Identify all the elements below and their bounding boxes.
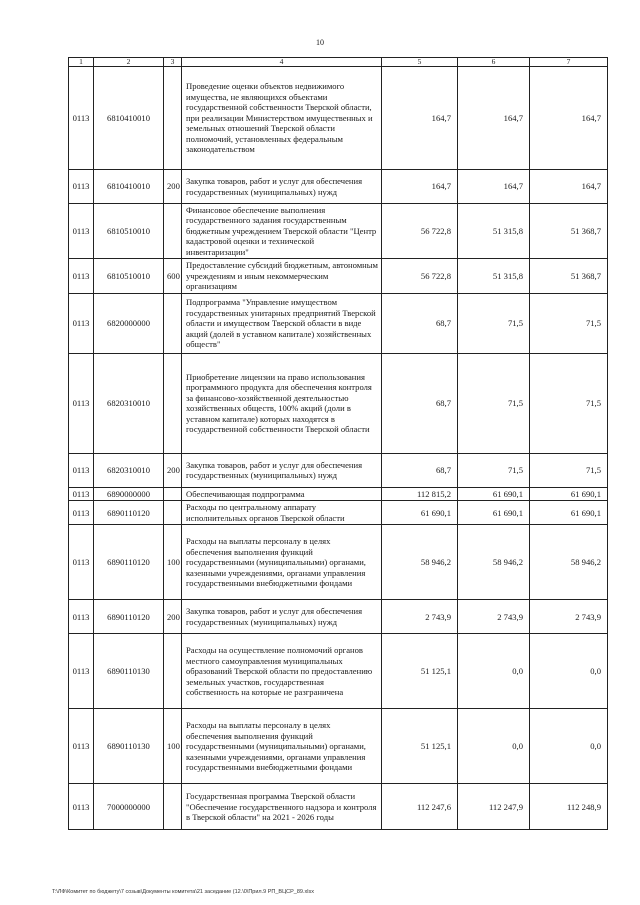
item-name-cell: Предоставление субсидий бюджетным, автономным учреждениям и иным некоммерческим организациям bbox=[182, 259, 382, 293]
target-code-cell: 6820310010 bbox=[94, 453, 164, 487]
target-code-cell: 6820310010 bbox=[94, 353, 164, 453]
table-header-row bbox=[69, 58, 608, 67]
table-row bbox=[69, 709, 608, 784]
amount-year2-cell: 112 247,9 bbox=[458, 784, 530, 830]
amount-year2-cell: 71,5 bbox=[458, 353, 530, 453]
amount-year1-cell: 2 743,9 bbox=[382, 600, 458, 634]
table-row bbox=[69, 501, 608, 525]
expense-type-cell bbox=[164, 67, 182, 170]
amount-year2-cell: 71,5 bbox=[458, 453, 530, 487]
target-code-cell: 6890110120 bbox=[94, 525, 164, 600]
amount-year3-cell: 112 248,9 bbox=[530, 784, 608, 830]
table-row bbox=[69, 293, 608, 353]
amount-year3-cell: 164,7 bbox=[530, 170, 608, 204]
target-code-cell: 6810410010 bbox=[94, 170, 164, 204]
amount-year3-cell: 0,0 bbox=[530, 709, 608, 784]
header-cell: 6 bbox=[458, 58, 530, 67]
amount-year3-cell: 71,5 bbox=[530, 453, 608, 487]
item-name-cell: Финансовое обеспечение выполнения государственного задания государственным бюджетным учреждением Тверской области "Центр кадастровой оценки и технической инвентаризации" bbox=[182, 204, 382, 259]
expense-type-cell bbox=[164, 487, 182, 500]
table-row bbox=[69, 487, 608, 500]
expense-type-cell: 200 bbox=[164, 453, 182, 487]
expense-type-cell: 100 bbox=[164, 525, 182, 600]
amount-year2-cell: 58 946,2 bbox=[458, 525, 530, 600]
target-code-cell: 6890110130 bbox=[94, 709, 164, 784]
section-cell: 0113 bbox=[69, 600, 94, 634]
table-row bbox=[69, 634, 608, 709]
target-code-cell: 6820000000 bbox=[94, 293, 164, 353]
section-cell: 0113 bbox=[69, 453, 94, 487]
amount-year1-cell: 112 247,6 bbox=[382, 784, 458, 830]
section-cell: 0113 bbox=[69, 487, 94, 500]
amount-year2-cell: 2 743,9 bbox=[458, 600, 530, 634]
file-path-footer: T:\ЛФ\Комитет по бюджету\7 созыв\Документы комитета\21 заседание (12.\0\Прил.9 РП_ВЦСР_89.xlsx bbox=[52, 889, 314, 895]
target-code-cell: 6890000000 bbox=[94, 487, 164, 500]
amount-year2-cell: 164,7 bbox=[458, 170, 530, 204]
section-cell: 0113 bbox=[69, 525, 94, 600]
target-code-cell: 6890110120 bbox=[94, 501, 164, 525]
target-code-cell: 6890110120 bbox=[94, 600, 164, 634]
target-code-cell: 6810510010 bbox=[94, 204, 164, 259]
amount-year1-cell: 68,7 bbox=[382, 353, 458, 453]
section-cell: 0113 bbox=[69, 293, 94, 353]
amount-year1-cell: 68,7 bbox=[382, 453, 458, 487]
section-cell: 0113 bbox=[69, 204, 94, 259]
budget-table bbox=[68, 57, 608, 830]
target-code-cell: 7000000000 bbox=[94, 784, 164, 830]
target-code-cell: 6810510010 bbox=[94, 259, 164, 293]
target-code-cell: 6810410010 bbox=[94, 67, 164, 170]
item-name-cell: Расходы по центральному аппарату исполнительных органов Тверской области bbox=[182, 501, 382, 525]
item-name-cell: Закупка товаров, работ и услуг для обеспечения государственных (муниципальных) нужд bbox=[182, 600, 382, 634]
amount-year3-cell: 0,0 bbox=[530, 634, 608, 709]
amount-year3-cell: 71,5 bbox=[530, 353, 608, 453]
section-cell: 0113 bbox=[69, 353, 94, 453]
item-name-cell: Закупка товаров, работ и услуг для обеспечения государственных (муниципальных) нужд bbox=[182, 453, 382, 487]
section-cell: 0113 bbox=[69, 634, 94, 709]
amount-year2-cell: 61 690,1 bbox=[458, 501, 530, 525]
item-name-cell: Подпрограмма "Управление имуществом государственных унитарных предприятий Тверской области и имуществом Тверской области в виде акций (долей в уставном капитале) хозяйственных обществ" bbox=[182, 293, 382, 353]
header-cell: 1 bbox=[69, 58, 94, 67]
amount-year2-cell: 61 690,1 bbox=[458, 487, 530, 500]
table-row bbox=[69, 170, 608, 204]
expense-type-cell: 600 bbox=[164, 259, 182, 293]
item-name-cell: Расходы на осуществление полномочий органов местного самоуправления муниципальных образований Тверской области по предоставлению земельных участков, государственная собственность на которые не разграничена bbox=[182, 634, 382, 709]
item-name-cell: Закупка товаров, работ и услуг для обеспечения государственных (муниципальных) нужд bbox=[182, 170, 382, 204]
amount-year3-cell: 2 743,9 bbox=[530, 600, 608, 634]
amount-year1-cell: 61 690,1 bbox=[382, 501, 458, 525]
header-cell: 7 bbox=[530, 58, 608, 67]
amount-year2-cell: 51 315,8 bbox=[458, 204, 530, 259]
section-cell: 0113 bbox=[69, 501, 94, 525]
amount-year1-cell: 56 722,8 bbox=[382, 259, 458, 293]
table-row bbox=[69, 525, 608, 600]
expense-type-cell: 200 bbox=[164, 600, 182, 634]
expense-type-cell bbox=[164, 784, 182, 830]
item-name-cell: Приобретение лицензии на право использования программного продукта для обеспечения контроля за финансово-хозяйственной деятельностью хозяйственных обществ, 100% акций (доли в уставном капитале) которых находятся в государственной собственности Тверской области bbox=[182, 353, 382, 453]
section-cell: 0113 bbox=[69, 784, 94, 830]
amount-year2-cell: 71,5 bbox=[458, 293, 530, 353]
amount-year1-cell: 51 125,1 bbox=[382, 634, 458, 709]
amount-year3-cell: 58 946,2 bbox=[530, 525, 608, 600]
amount-year2-cell: 0,0 bbox=[458, 709, 530, 784]
table-row bbox=[69, 67, 608, 170]
expense-type-cell bbox=[164, 293, 182, 353]
header-cell: 5 bbox=[382, 58, 458, 67]
table-row bbox=[69, 353, 608, 453]
item-name-cell: Обеспечивающая подпрограмма bbox=[182, 487, 382, 500]
section-cell: 0113 bbox=[69, 709, 94, 784]
amount-year3-cell: 51 368,7 bbox=[530, 204, 608, 259]
amount-year2-cell: 51 315,8 bbox=[458, 259, 530, 293]
expense-type-cell bbox=[164, 501, 182, 525]
amount-year1-cell: 164,7 bbox=[382, 67, 458, 170]
expense-type-cell bbox=[164, 634, 182, 709]
amount-year1-cell: 164,7 bbox=[382, 170, 458, 204]
section-cell: 0113 bbox=[69, 67, 94, 170]
amount-year3-cell: 71,5 bbox=[530, 293, 608, 353]
target-code-cell: 6890110130 bbox=[94, 634, 164, 709]
page-number: 10 bbox=[316, 38, 324, 47]
item-name-cell: Государственная программа Тверской области "Обеспечение государственного надзора и контроля в Тверской области" на 2021 - 2026 годы bbox=[182, 784, 382, 830]
table-row bbox=[69, 453, 608, 487]
amount-year2-cell: 0,0 bbox=[458, 634, 530, 709]
amount-year1-cell: 112 815,2 bbox=[382, 487, 458, 500]
table-row bbox=[69, 204, 608, 259]
expense-type-cell: 100 bbox=[164, 709, 182, 784]
amount-year1-cell: 56 722,8 bbox=[382, 204, 458, 259]
table-row bbox=[69, 784, 608, 830]
amount-year1-cell: 68,7 bbox=[382, 293, 458, 353]
section-cell: 0113 bbox=[69, 170, 94, 204]
amount-year3-cell: 61 690,1 bbox=[530, 501, 608, 525]
amount-year3-cell: 164,7 bbox=[530, 67, 608, 170]
item-name-cell: Расходы на выплаты персоналу в целях обеспечения выполнения функций государственными (муниципальными) органами, казенными учреждениями, органами управления государственными внебюджетными фондами bbox=[182, 525, 382, 600]
header-cell: 3 bbox=[164, 58, 182, 67]
item-name-cell: Расходы на выплаты персоналу в целях обеспечения выполнения функций государственными (муниципальными) органами, казенными учреждениями, органами управления государственными внебюджетными фондами bbox=[182, 709, 382, 784]
header-cell: 4 bbox=[182, 58, 382, 67]
amount-year1-cell: 51 125,1 bbox=[382, 709, 458, 784]
header-cell: 2 bbox=[94, 58, 164, 67]
table-row bbox=[69, 600, 608, 634]
amount-year2-cell: 164,7 bbox=[458, 67, 530, 170]
section-cell: 0113 bbox=[69, 259, 94, 293]
amount-year3-cell: 61 690,1 bbox=[530, 487, 608, 500]
amount-year3-cell: 51 368,7 bbox=[530, 259, 608, 293]
expense-type-cell bbox=[164, 353, 182, 453]
expense-type-cell bbox=[164, 204, 182, 259]
expense-type-cell: 200 bbox=[164, 170, 182, 204]
amount-year1-cell: 58 946,2 bbox=[382, 525, 458, 600]
item-name-cell: Проведение оценки объектов недвижимого имущества, не являющихся объектами государственной собственности Тверской области, при реализации Министерством имущественных и земельных отношений Тверской области полномочий, установленных федеральным законодательством bbox=[182, 67, 382, 170]
table-row bbox=[69, 259, 608, 293]
